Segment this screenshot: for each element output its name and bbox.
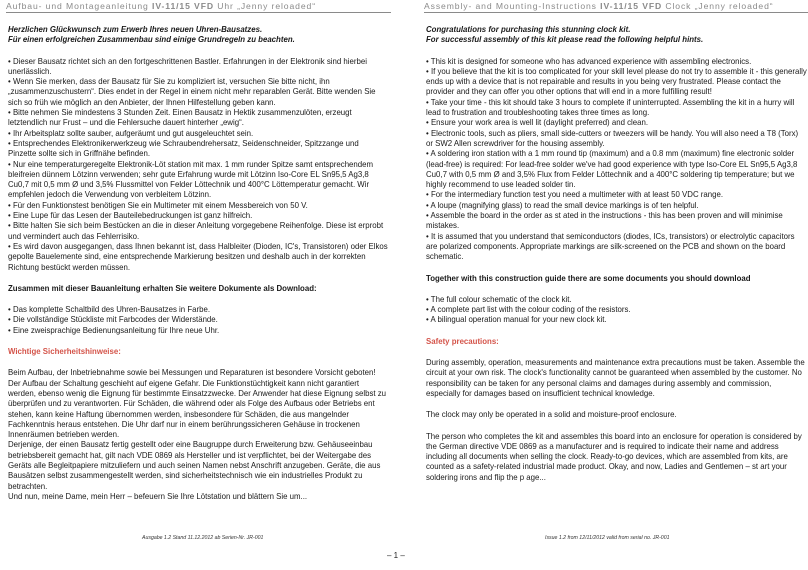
german-safety-paragraph: Derjenige, der einen Bausatz fertig gestellt oder eine Baugruppe durch Erweiterung bzw. Gehäuseeinbau betriebsbereit gemacht hat, gilt nach VDE 0869 als Hersteller und ist verpflichtet, bei der Weitergabe des Geräts alle Begleitpapiere mitzuliefern und auch seinen Namen nebst Anschrift anzugeben. Geräte, die aus Bausätzen selbst zusammengestellt werden, sind sicherheitstechnisch wie ein industrielles Produkt zu betrachten.	[8, 440, 381, 491]
list-item: • Eine zweisprachige Bedienungsanleitung für Ihre neue Uhr.	[8, 326, 389, 336]
german-closing-line: Und nun, meine Dame, mein Herr – befeuern Sie Ihre Lötstation und blättern Sie um...	[8, 491, 308, 501]
german-safety-paragraph: Beim Aufbau, der Inbetriebnahme sowie bei Messungen und Reparaturen ist besondere Vorsicht geboten! Der Aufbau der Schaltung geschieht auf eigene Gefahr. Die Funktionstüchtigkeit kann nicht garantiert werden, ebenso wenig die Eignung für bestimmte Einsatzzwecke. Der Anwender hat diese Eignung selbst zu überprüfen und zu verantworten. Für Schäden, die während oder als Folge des Aufbaus oder Betriebs ent stehen, kann keine Haftung übernommen werden, insbesondere für Schäden, die aus mangelnder Fachkenntnis heraus entstehen. Die Uhr darf nur in einem berührungssicheren Gehäuse in trockenen Innenräumen betrieben werden.	[8, 368, 387, 440]
list-item: • For the intermediary function test you need a multimeter with at least 50 VDC range.	[426, 190, 807, 200]
english-safety-paragraph: During assembly, operation, measurements and maintenance extra precautions must be taken. Assemble the circuit at your own risk. The clock's functionality cannot be guaranteed when assembled by the customer. No responsibility can be taken for any personal claims and damages during assembly and commission, especially for damages based on insufficient technical knowledge.	[426, 358, 805, 398]
list-item: • A soldering iron station with a 1 mm round tip (maximum) and a 0.8 mm (maximum) fine electronic solder (lead-free) is required: For lead-free solder we've had good experience with type Iso-Core EL Sn95,5 Ag3,8 Cu0,7 with 0,5 mm Ø and 3,5% Flux from Felder Löttechnik and a 400°C soldering tip temperature; but we highly recommend to use leaded solder tin.	[426, 149, 807, 190]
english-header-model: IV-11/15 VFD	[600, 1, 663, 11]
list-item: • A complete part list with the colour coding of the resistors.	[426, 305, 807, 315]
english-safety-paragraph: The clock may only be operated in a solid and moisture-proof enclosure.	[426, 410, 677, 420]
list-item: • Die vollständige Stückliste mit Farbcodes der Widerstände.	[8, 315, 389, 325]
english-column	[424, 0, 808, 483]
list-item: • A bilingual operation manual for your new clock kit.	[426, 315, 807, 325]
german-docs-heading: Zusammen mit dieser Bauanleitung erhalten Sie weitere Dokumente als Download:	[8, 283, 317, 293]
english-intro-line: For successful assembly of this kit please read the following helpful hints.	[426, 35, 704, 45]
english-safety-heading: Safety precautions:	[426, 336, 499, 346]
german-hints-list	[8, 57, 389, 273]
list-item: • Electronic tools, such as pliers, small side-cutters or tweezers will be handy. You will also need a T8 (Torx) or SW2 Allen screwdriver for the housing assembly.	[426, 129, 807, 150]
german-header-model: IV-11/15 VFD	[152, 1, 214, 11]
english-header-title: Assembly- and Mounting-Instructions	[424, 1, 601, 11]
list-item: • Dieser Bausatz richtet sich an den fortgeschrittenen Bastler. Erfahrungen in der Elektronik sind hierbei unerlässlich.	[8, 57, 389, 78]
german-issue-note: Ausgabe 1.2 Stand 11.12.2012 ab Serien-Nr. JR-001	[142, 535, 264, 541]
list-item: • Es wird davon ausgegangen, dass Ihnen bekannt ist, dass Halbleiter (Dioden, IC's, Transistoren) oder Elkos gepolte Bauelemente sind, eine entsprechende Markierung besitzen und deshalb auch in der korrekten Richtung bestückt werden müssen.	[8, 242, 389, 273]
english-intro	[426, 25, 807, 46]
german-intro-line: Herzlichen Glückwunsch zum Erwerb Ihres neuen Uhren-Bausatzes.	[8, 25, 263, 34]
german-header	[6, 0, 391, 13]
list-item: • Das komplette Schaltbild des Uhren-Bausatzes in Farbe.	[8, 305, 389, 315]
english-header-product: Clock „Jenny reloaded“	[662, 1, 774, 11]
german-intro-line: Für einen erfolgreichen Zusammenbau sind einige Grundregeln zu beachten.	[8, 35, 295, 45]
list-item: • Ensure your work area is well lit (daylight preferred) and clean.	[426, 118, 807, 128]
list-item: • The full colour schematic of the clock kit.	[426, 295, 807, 305]
list-item: • Ihr Arbeitsplatz sollte sauber, aufgeräumt und gut ausgeleuchtet sein.	[8, 129, 389, 139]
list-item: • Nur eine temperaturgeregelte Elektronik-Löt station mit max. 1 mm runder Spitze samt entsprechendem bleifreien dünnem Lötzinn verwenden; sehr gute Erfahrung wurde mit Lötzinn Iso-Core EL Sn95,5 Ag3,8 Cu0,7 mit 0,5 mm Ø und 3,5% Flussmittel von Felder Löttechnik und 400°C Löttemperatur gemacht. Wir empfehlen jedoch die Verwendung von verbleitem Lötzinn.	[8, 160, 389, 201]
list-item: • Für den Funktionstest benötigen Sie ein Multimeter mit einem Messbereich von 50 V.	[8, 201, 389, 211]
english-docs-heading: Together with this construction guide there are some documents you should download	[426, 273, 751, 283]
german-safety-heading: Wichtige Sicherheitshinweise:	[8, 347, 121, 357]
list-item: • This kit is designed for someone who has advanced experience with assembling electronics.	[426, 57, 807, 67]
list-item: • Assemble the board in the order as st ated in the instructions - this has been proven and will minimise mistakes.	[426, 211, 807, 232]
english-intro-line: Congratulations for purchasing this stunning clock kit.	[426, 25, 631, 34]
english-issue-note: Issue 1.2 from 12/11/2012 valid from serial no. JR-001	[545, 535, 670, 541]
list-item: • A loupe (magnifying glass) to read the small device markings is of ten helpful.	[426, 201, 807, 211]
german-docs-list	[8, 305, 389, 336]
english-header	[424, 0, 808, 13]
german-intro	[8, 25, 389, 46]
english-hints-list	[426, 57, 807, 263]
page-number: – 1 –	[387, 551, 405, 560]
german-column	[6, 0, 391, 502]
german-header-title: Aufbau- und Montageanleitung	[6, 1, 153, 11]
list-item: • Bitte nehmen Sie mindestens 3 Stunden Zeit. Einen Bausatz in Hektik zusammenzulöten, erzeugt letztendlich nur Frust – und die Fehlersuche dauert hinterher „ewig“.	[8, 108, 389, 129]
english-docs-list	[426, 295, 807, 326]
german-header-product: Uhr „Jenny reloaded“	[213, 1, 316, 11]
list-item: • Wenn Sie merken, dass der Bausatz für Sie zu kompliziert ist, versuchen Sie bitte nicht, ihn „zusammenzuschustern“. Dies endet in der Regel in einem nicht mehr reparablen Gerät. Bitte wenden Sie sich so früh wie möglich an den Anbieter, der Ihnen Hilfestellung geben kann.	[8, 77, 389, 108]
list-item: • It is assumed that you understand that semiconductors (diodes, ICs, transistors) or electrolytic capacitors are polarized components. Appropriate markings are silk-screened on the PCB and shown on the board schematic.	[426, 232, 807, 263]
list-item: • If you believe that the kit is too complicated for your skill level please do not try to assemble it - this generally ends up with a device that is not repairable and results in you being very frustrated. Please contact the provider and they can offer you other options that will end in a more fulfilling result!	[426, 67, 807, 98]
list-item: • Take your time - this kit should take 3 hours to complete if uninterrupted. Assembling the kit in a hurry will lead to frustration and troubleshooting takes three times as long.	[426, 98, 807, 119]
list-item: • Bitte halten Sie sich beim Bestücken an die in dieser Anleitung vorgegebene Reihenfolge. Diese ist erprobt und vermindert auch das Fehlerrisiko.	[8, 221, 389, 242]
english-safety-paragraph: The person who completes the kit and assembles this board into an enclosure for operation is considered by the German directive VDE 0869 as a manufacturer and is required to indicate their name and address including all documents when selling the clock. Ready-to-go devices, which are assembled from kits, are counted as a safety-related industrial made product. Okay, and now, Ladies and Gentlemen – st art your soldering irons and flip the p age...	[426, 431, 802, 482]
list-item: • Eine Lupe für das Lesen der Bauteilebedruckungen ist ganz hilfreich.	[8, 211, 389, 221]
list-item: • Entsprechendes Elektronikerwerkzeug wie Schraubendrehersatz, Seidenschneider, Spitzzange und Pinzette sollte sich in Griffnähe befinden.	[8, 139, 389, 160]
